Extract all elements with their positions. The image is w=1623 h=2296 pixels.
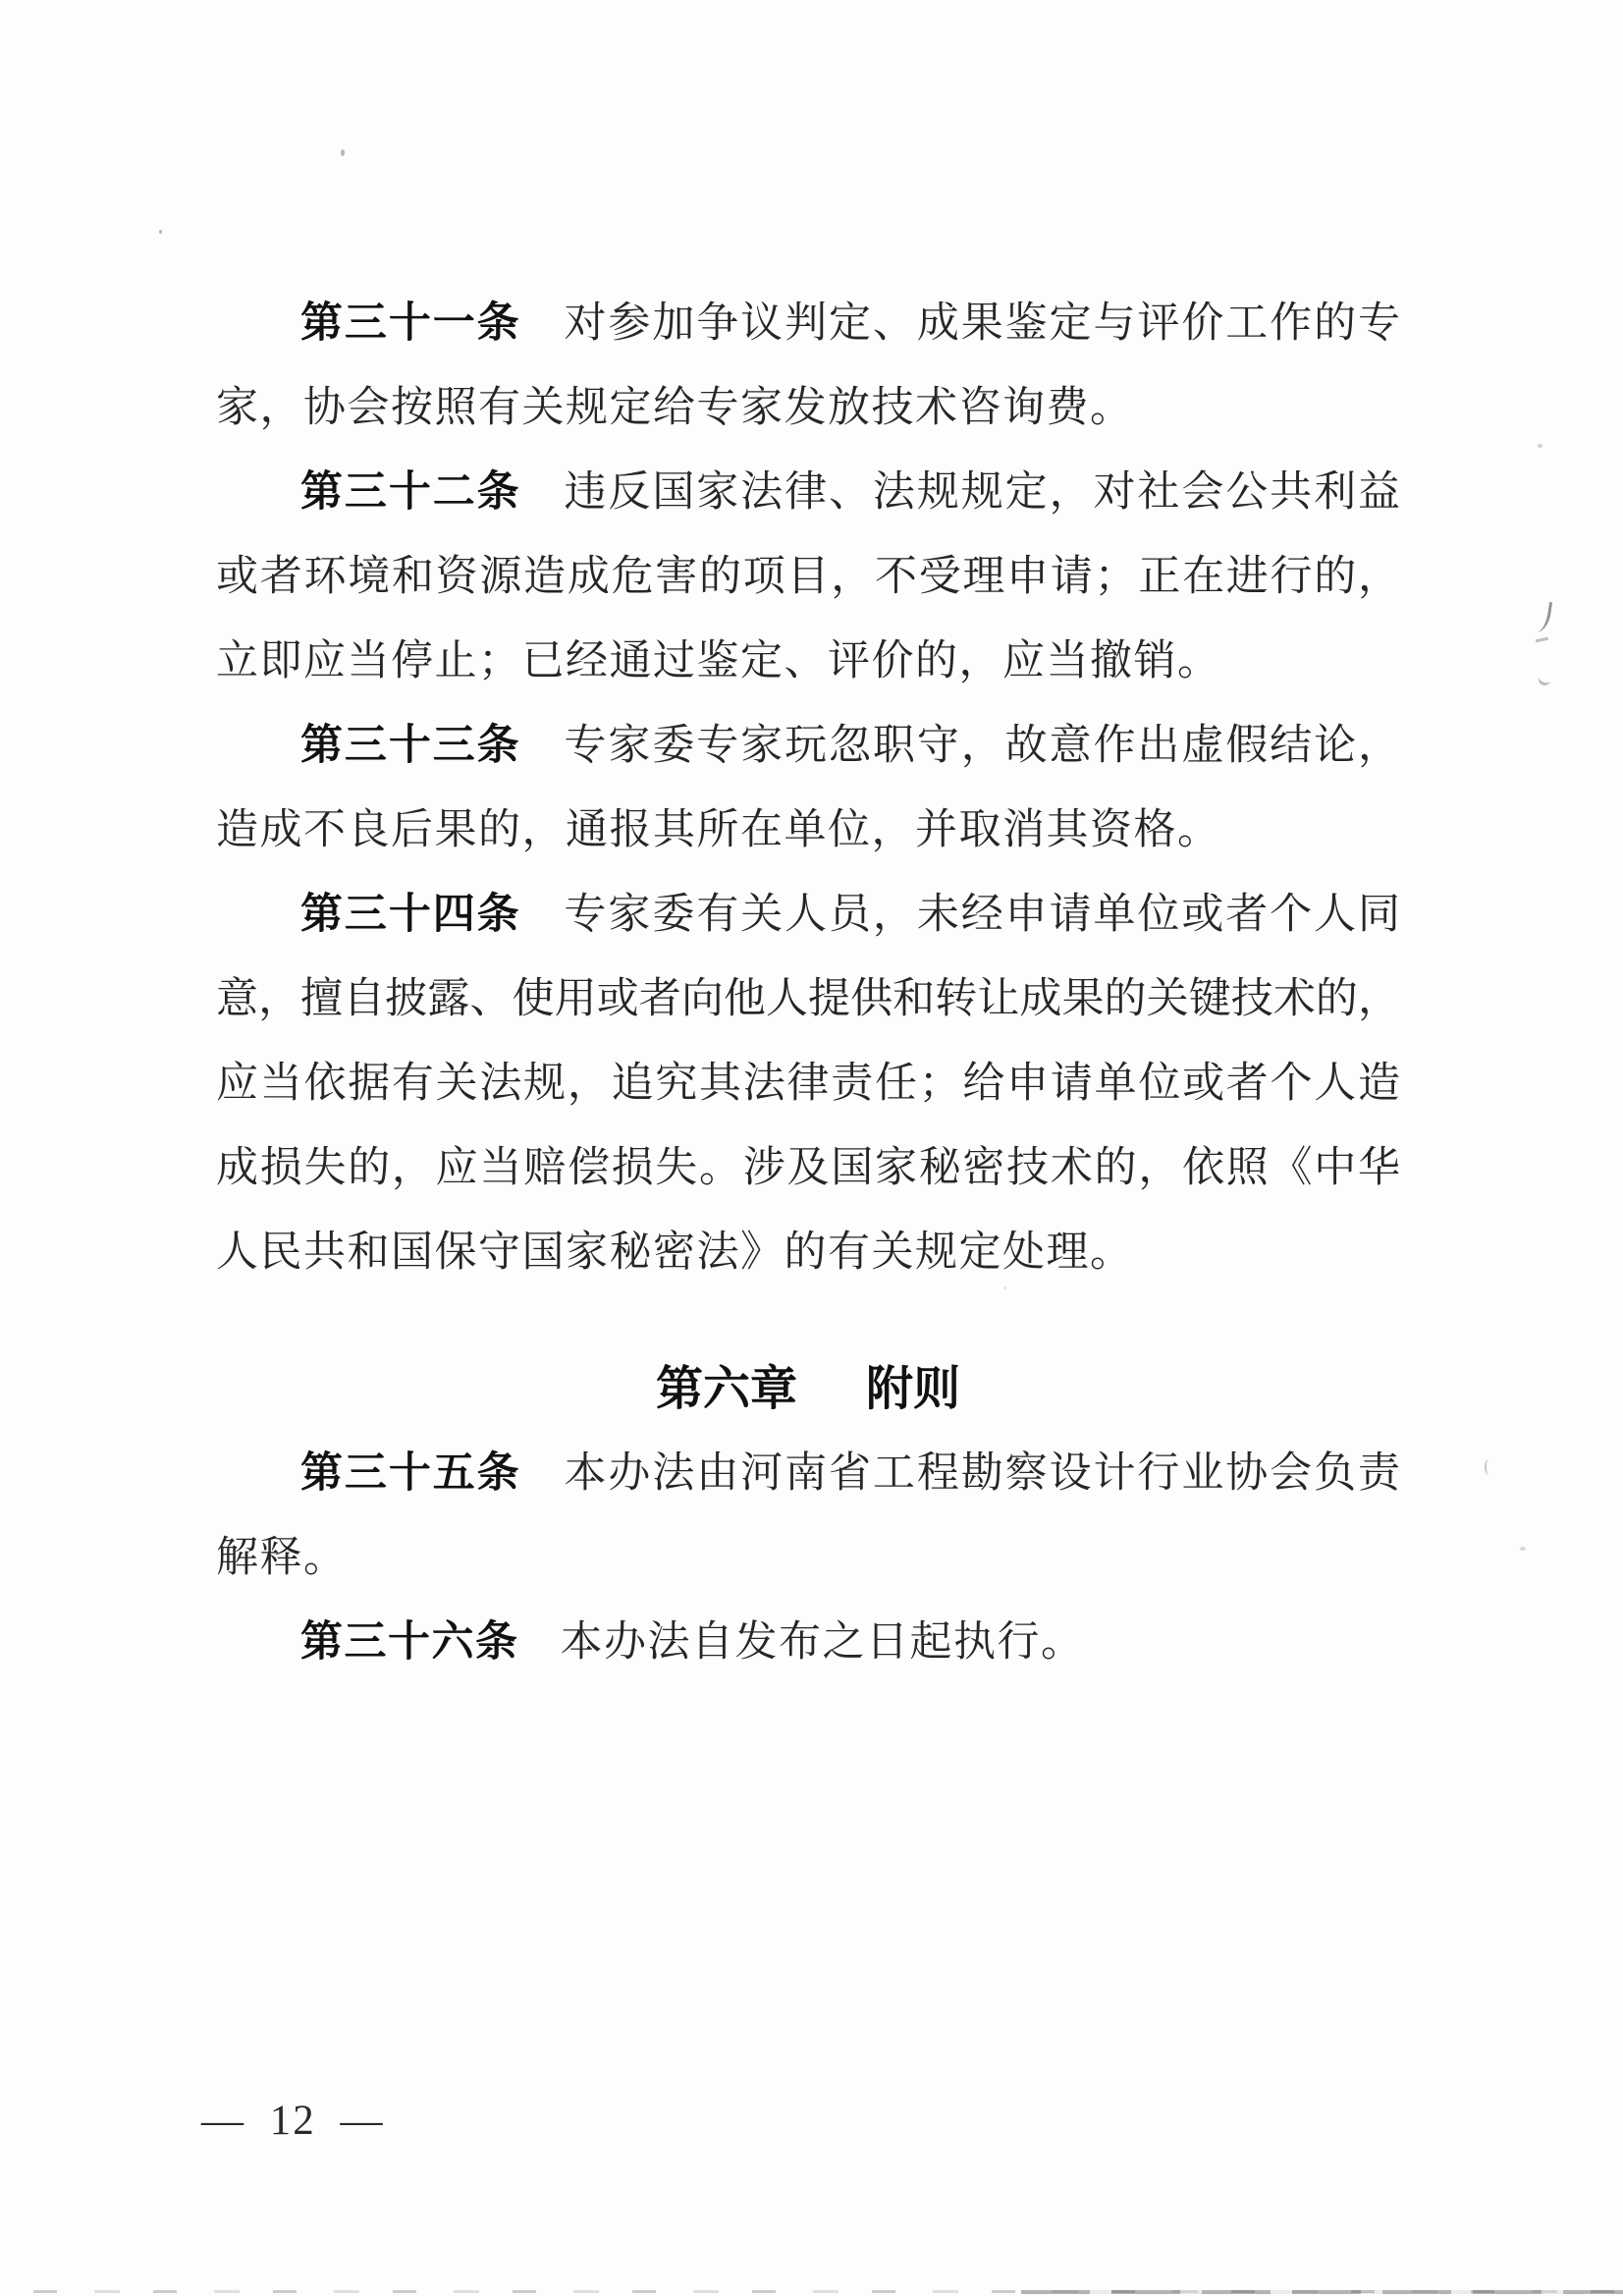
scan-speck bbox=[1538, 444, 1542, 448]
text-line bbox=[216, 1432, 1400, 1516]
article-label: 第三十一条 bbox=[300, 301, 521, 347]
text-line bbox=[216, 1516, 1400, 1601]
article-text: 意，擅自披露、使用或者向他人提供和转让成果的关键技术的， bbox=[216, 976, 1400, 1022]
article-label: 第三十五条 bbox=[300, 1450, 521, 1497]
article-text: 人民共和国保守国家秘密法》的有关规定处理。 bbox=[216, 1230, 1134, 1276]
text-line bbox=[216, 451, 1400, 535]
article-36 bbox=[216, 1601, 1400, 1685]
text-line bbox=[216, 873, 1400, 957]
text-line bbox=[216, 1126, 1400, 1211]
text-line bbox=[216, 1601, 1400, 1685]
article-label: 第三十四条 bbox=[300, 892, 521, 938]
article-text: 立即应当停止；已经通过鉴定、评价的，应当撤销。 bbox=[216, 638, 1221, 684]
chapter-title: 附则 bbox=[866, 1363, 961, 1415]
scan-speck bbox=[159, 230, 162, 234]
scan-edge-artifact bbox=[1021, 2290, 1623, 2294]
scan-ink-mark bbox=[1537, 670, 1553, 687]
text-line bbox=[216, 1211, 1400, 1295]
article-text: 本办法自发布之日起执行。 bbox=[560, 1619, 1085, 1666]
article-text: 专家委有关人员，未经申请单位或者个人同 bbox=[562, 892, 1400, 938]
article-text: 家，协会按照有关规定给专家发放技术咨询费。 bbox=[216, 385, 1134, 431]
article-label: 第三十二条 bbox=[300, 469, 521, 516]
page-number: — 12 — bbox=[201, 2098, 385, 2144]
scan-ink-mark bbox=[1536, 637, 1548, 643]
article-text: 对参加争议判定、成果鉴定与评价工作的专 bbox=[562, 301, 1400, 347]
document-body bbox=[216, 282, 1400, 1685]
article-text: 或者环境和资源造成危害的项目，不受理申请；正在进行的， bbox=[216, 554, 1400, 600]
article-text: 造成不良后果的，通报其所在单位，并取消其资格。 bbox=[216, 807, 1221, 853]
text-line bbox=[216, 366, 1400, 451]
article-label: 第三十六条 bbox=[300, 1619, 519, 1666]
text-line bbox=[216, 789, 1400, 873]
article-text: 成损失的，应当赔偿损失。涉及国家秘密技术的，依照《中华 bbox=[216, 1145, 1400, 1191]
article-text: 专家委专家玩忽职守，故意作出虚假结论， bbox=[562, 723, 1400, 769]
scan-speck bbox=[341, 149, 345, 156]
text-line bbox=[216, 535, 1400, 620]
article-31 bbox=[216, 282, 1400, 451]
article-text: 违反国家法律、法规规定，对社会公共利益 bbox=[562, 469, 1400, 516]
article-text: 解释。 bbox=[216, 1535, 348, 1581]
chapter-heading bbox=[216, 1347, 1400, 1432]
article-32 bbox=[216, 451, 1400, 704]
text-line bbox=[216, 957, 1400, 1042]
text-line bbox=[216, 704, 1400, 789]
scan-speck bbox=[1003, 1286, 1006, 1289]
article-34 bbox=[216, 873, 1400, 1295]
chapter-number: 第六章 bbox=[655, 1363, 797, 1415]
article-label: 第三十三条 bbox=[300, 723, 521, 769]
article-35 bbox=[216, 1432, 1400, 1601]
scan-ink-mark bbox=[1532, 600, 1552, 633]
scan-ink-mark bbox=[1485, 1459, 1492, 1475]
text-line bbox=[216, 620, 1400, 704]
article-text: 应当依据有关法规，追究其法律责任；给申请单位或者个人造 bbox=[216, 1061, 1400, 1107]
scan-speck bbox=[1520, 1547, 1526, 1551]
text-line bbox=[216, 282, 1400, 366]
text-line bbox=[216, 1042, 1400, 1126]
article-33 bbox=[216, 704, 1400, 873]
article-text: 本办法由河南省工程勘察设计行业协会负责 bbox=[562, 1450, 1400, 1497]
